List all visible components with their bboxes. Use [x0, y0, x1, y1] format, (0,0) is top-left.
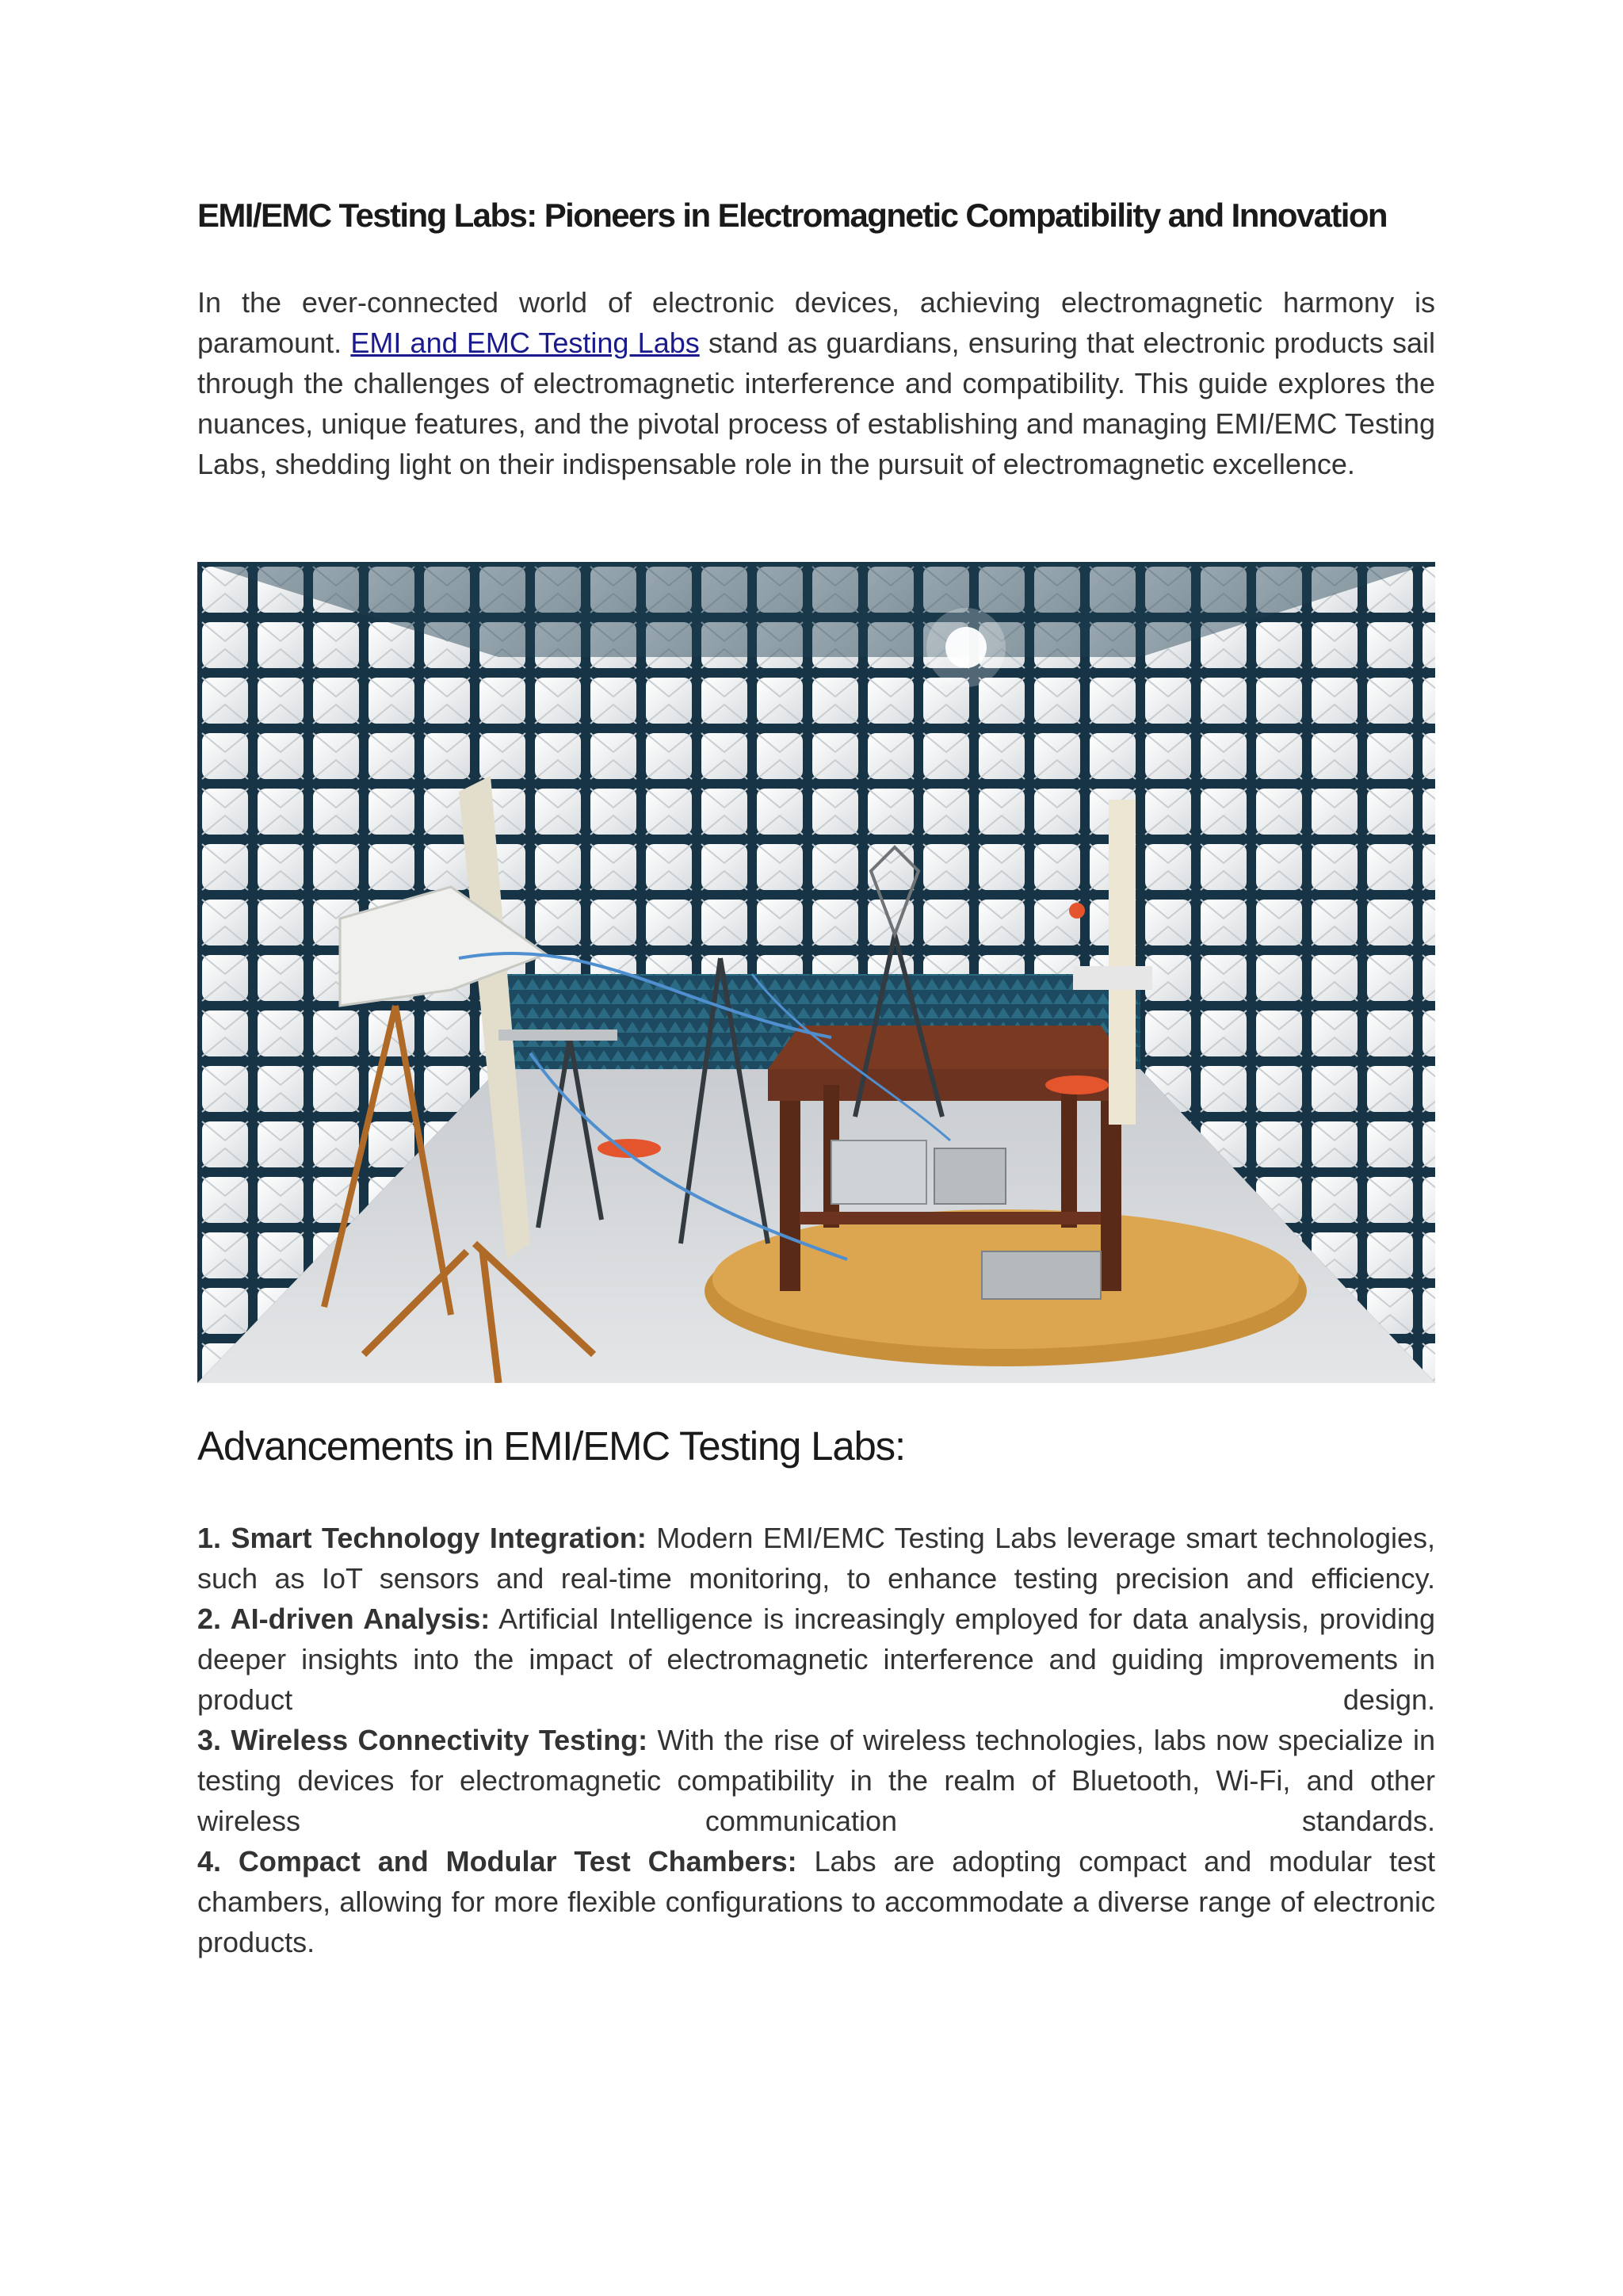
- list-item-label: 1. Smart Technology Integration:: [197, 1522, 647, 1554]
- list-item-text: Labs are adopting compact and modular test chambers, allowing for more flexible configurations to accommodate a diverse range of electronic products.: [197, 1845, 1435, 1958]
- list-item: [197, 1599, 1435, 1720]
- list-item-label: 3. Wireless Connectivity Testing:: [197, 1724, 648, 1756]
- list-item: [197, 1518, 1435, 1599]
- document-title: EMI/EMC Testing Labs: Pioneers in Electromagnetic Compatibility and Innovation: [197, 197, 1387, 234]
- list-item-label: 4. Compact and Modular Test Chambers:: [197, 1845, 797, 1878]
- intro-text-before-link: In the ever-connected world of electronic devices, achieving electromagnetic harmony is paramount.: [197, 286, 1435, 359]
- list-item-text: Artificial Intelligence is increasingly employed for data analysis, providing deeper insights into the impact of electromagnetic interference and guiding improvements in product design.: [197, 1603, 1435, 1716]
- emi-emc-labs-link[interactable]: EMI and EMC Testing Labs: [350, 327, 700, 359]
- advancements-heading: Advancements in EMI/EMC Testing Labs:: [197, 1423, 905, 1469]
- intro-paragraph: [197, 282, 1435, 484]
- list-item: [197, 1841, 1435, 1962]
- anechoic-chamber-image: [197, 562, 1435, 1383]
- anechoic-chamber-illustration: [197, 562, 1435, 1383]
- intro-text-after-link: stand as guardians, ensuring that electronic products sail through the challenges of electromagnetic interference and compatibility. This guide explores the nuances, unique features, and the pivotal process of establishing and managing EMI/EMC Testing Labs, shedding light on their indispensable role in the pursuit of electromagnetic excellence.: [197, 327, 1435, 480]
- list-item-label: 2. AI-driven Analysis:: [197, 1603, 491, 1635]
- list-item-text: Modern EMI/EMC Testing Labs leverage smart technologies, such as IoT sensors and real-time monitoring, to enhance testing precision and efficiency.: [197, 1522, 1435, 1595]
- list-item-text: With the rise of wireless technologies, labs now specialize in testing devices for electromagnetic compatibility in the realm of Bluetooth, Wi-Fi, and other wireless communication standards.: [197, 1724, 1436, 1837]
- list-item: [197, 1720, 1435, 1841]
- advancements-list: [197, 1518, 1435, 1962]
